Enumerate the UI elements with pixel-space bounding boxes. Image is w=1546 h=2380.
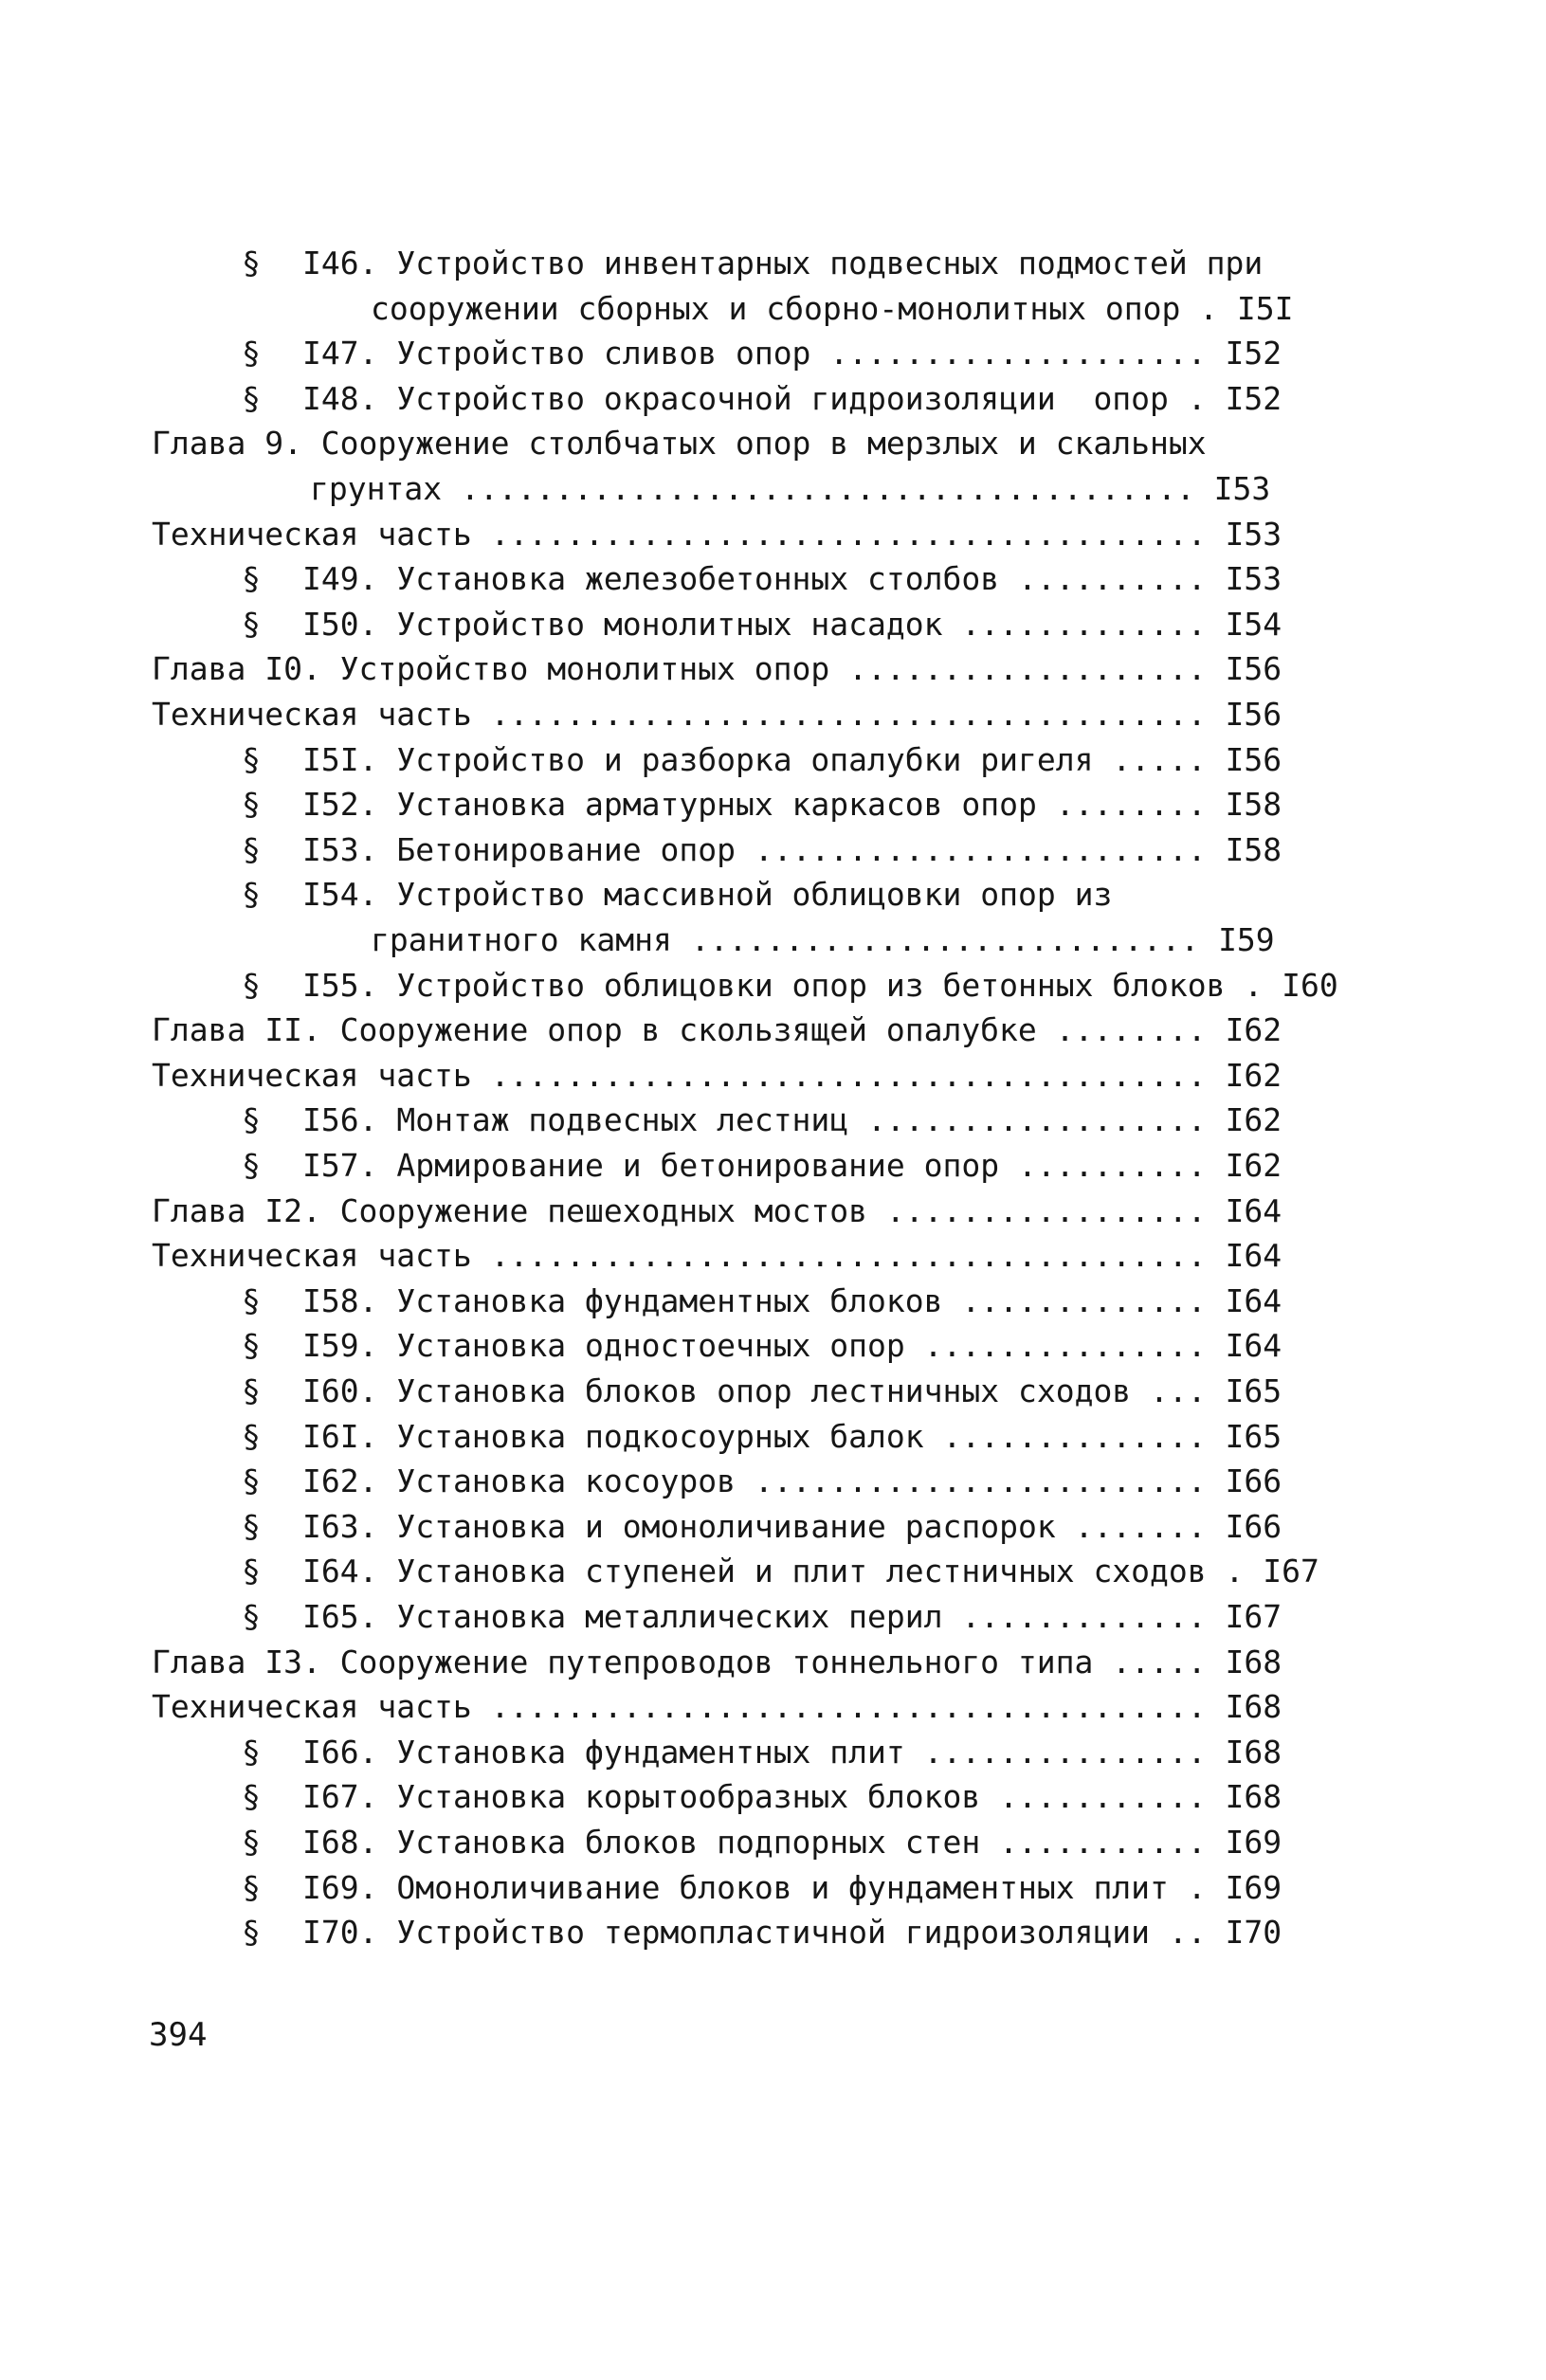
section-sign: § [242,967,261,1004]
toc-entry-title: грунтах [310,470,443,507]
toc-entry [242,1824,1311,1862]
toc-entry [152,425,1311,463]
toc-entry-page: I56 [1225,696,1282,733]
page-number: 394 [149,2016,208,2054]
dot-leader: .. [1150,1914,1226,1951]
toc-entry-page: I53 [1225,516,1282,553]
toc-entry [152,1192,1311,1230]
dot-leader: . [1206,1553,1264,1590]
section-sign: § [242,1327,261,1364]
toc-entry-title: гранитного камня [371,921,672,958]
toc-entry [152,1644,1311,1681]
dot-leader: ...................................... [471,1057,1226,1094]
dot-leader: ........................... [671,921,1219,958]
dot-leader: ... [1131,1372,1226,1409]
section-sign: § [242,1101,261,1138]
toc-entry-title: I63. Установка и омоноличивание распорок [302,1508,1056,1545]
toc-entry-title: I48. Устройство окрасочной гидроизоляции опор [302,380,1169,417]
toc-entry-page: I60 [1282,967,1338,1004]
toc-entry-title: I47. Устройство сливов опор [302,335,811,372]
toc-entry [152,1688,1311,1726]
toc-entry [152,1237,1311,1275]
section-sign: § [242,1508,261,1545]
toc-entry [242,380,1311,418]
section-sign: § [242,335,261,372]
toc-entry-title: I50. Устройство монолитных насадок [302,606,943,643]
dot-leader: ............. [942,1282,1226,1319]
dot-leader: . [1168,1869,1226,1906]
toc-entry-page: I65 [1225,1418,1282,1455]
section-sign: § [242,1598,261,1635]
toc-entry [371,290,1311,328]
toc-entry [242,1914,1311,1952]
toc-entry [152,696,1311,734]
toc-entry-page: I64 [1225,1282,1282,1319]
toc-entry [242,560,1311,598]
toc-entry-title: Глава I0. Устройство монолитных опор [152,650,830,687]
toc-entry [242,1418,1311,1456]
toc-entry [242,335,1311,372]
section-sign: § [242,1147,261,1184]
toc-entry-title: I70. Устройство термопластичной гидроизоляции [302,1914,1151,1951]
dot-leader: ............. [942,606,1226,643]
dot-leader: ..... [1093,1644,1226,1681]
toc-entry-title: Глава II. Сооружение опор в скользящей опалубке [152,1011,1037,1048]
toc-entry-title: I49. Установка железобетонных столбов [302,560,1000,597]
dot-leader: ........... [980,1778,1226,1815]
section-sign: § [242,1418,261,1455]
toc-entry-page: I65 [1225,1372,1282,1409]
toc-entry-title: Техническая часть [152,1237,472,1274]
section-sign: § [242,1734,261,1771]
dot-leader: ........................ [735,1463,1226,1499]
section-sign: § [242,606,261,643]
section-sign: § [242,786,261,823]
toc-entry [242,831,1311,869]
section-sign: § [242,1869,261,1906]
toc-entry [242,876,1311,914]
dot-leader: . [1225,967,1282,1004]
dot-leader: ........ [1036,786,1226,823]
toc-entry-page: I54 [1225,606,1282,643]
toc-entry-page: I56 [1225,741,1282,778]
dot-leader: . [1180,290,1237,327]
toc-entry [242,967,1338,1005]
section-sign: § [242,560,261,597]
toc-entry-page: I62 [1225,1147,1282,1184]
toc-entry [242,1508,1311,1546]
dot-leader: ............. [942,1598,1226,1635]
toc-entry [242,245,1311,282]
dot-leader: .......... [999,560,1226,597]
toc-entry-title: I57. Армирование и бетонирование опор [302,1147,1000,1184]
toc-entry-page: I58 [1225,786,1282,823]
toc-entry-page: I62 [1225,1011,1282,1048]
toc-entry-page: I52 [1225,380,1282,417]
toc-entry [152,650,1311,688]
toc-entry-page: I68 [1225,1644,1282,1681]
dot-leader: ...................................... [471,516,1226,553]
section-sign: § [242,1553,261,1590]
toc-entry-page: I69 [1225,1869,1282,1906]
toc-entry-page: I52 [1225,335,1282,372]
dot-leader: ....................................... [442,470,1214,507]
toc-entry-title: I67. Установка корытообразных блоков [302,1778,981,1815]
toc-entry [152,516,1311,554]
toc-entry-title: I55. Устройство облицовки опор из бетонных блоков [302,967,1226,1004]
toc-entry-title: Глава 9. Сооружение столбчатых опор в мерзлых и скальных [152,425,1207,462]
toc-entry-page: I66 [1225,1508,1282,1545]
toc-entry [242,1282,1311,1320]
dot-leader: . [1168,380,1226,417]
dot-leader: ........ [1036,1011,1226,1048]
toc-entry-page: I66 [1225,1463,1282,1499]
section-sign: § [242,380,261,417]
toc-entry-title: I46. Устройство инвентарных подвесных подмостей при [302,245,1264,282]
toc-entry-title: I5I. Устройство и разборка опалубки ригеля [302,741,1094,778]
toc-entry [242,1463,1311,1500]
dot-leader: ...................................... [471,1237,1226,1274]
toc-entry-title: I69. Омоноличивание блоков и фундаментных плит [302,1869,1169,1906]
toc-entry-page: I56 [1225,650,1282,687]
dot-leader: ..... [1093,741,1226,778]
dot-leader: ............... [904,1327,1226,1364]
dot-leader: ...................................... [471,1688,1226,1725]
toc-entry-page: I68 [1225,1778,1282,1815]
toc-entry-title: I65. Установка металлических перил [302,1598,943,1635]
toc-entry [242,1778,1311,1816]
toc-entry [371,921,1311,959]
section-sign: § [242,1778,261,1815]
toc-entry [242,1101,1311,1139]
toc-entry [242,786,1311,824]
toc-entry-title: Техническая часть [152,696,472,733]
toc-entry [152,1057,1311,1095]
section-sign: § [242,741,261,778]
toc-entry [242,1327,1311,1365]
toc-entry-title: Техническая часть [152,1688,472,1725]
toc-entry-page: I58 [1225,831,1282,868]
toc-entry-page: I68 [1225,1734,1282,1771]
toc-entry-page: I64 [1225,1327,1282,1364]
toc-entry-title: Техническая часть [152,1057,472,1094]
dot-leader: ....... [1055,1508,1226,1545]
dot-leader: .......... [999,1147,1226,1184]
dot-leader: ................. [866,1192,1226,1229]
toc-entry-title: I59. Установка одностоечных опор [302,1327,905,1364]
dot-leader: ........... [980,1824,1226,1861]
toc-entry-title: I68. Установка блоков подпорных стен [302,1824,981,1861]
toc-entry-title: I52. Установка арматурных каркасов опор [302,786,1037,823]
toc-entry-title: Глава I2. Сооружение пешеходных мостов [152,1192,867,1229]
toc-entry [152,1011,1311,1049]
toc-entry [242,606,1311,644]
toc-entry-page: I5I [1236,290,1294,327]
toc-entry-page: I62 [1225,1057,1282,1094]
dot-leader: ............... [904,1734,1226,1771]
section-sign: § [242,245,261,282]
section-sign: § [242,1914,261,1951]
toc-entry [242,1869,1311,1907]
toc-entry-page: I67 [1263,1553,1319,1590]
section-sign: § [242,1463,261,1499]
toc-entry-page: I64 [1225,1237,1282,1274]
toc-entry-title: I6I. Установка подкосоурных балок [302,1418,924,1455]
toc-entry-title: Техническая часть [152,516,472,553]
toc-entry [242,1147,1311,1185]
section-sign: § [242,1824,261,1861]
toc-entry-page: I64 [1225,1192,1282,1229]
toc-entry [242,1553,1319,1590]
toc-entry-title: I64. Установка ступеней и плит лестничных сходов [302,1553,1207,1590]
toc-entry-page: I53 [1213,470,1271,507]
dot-leader: .................... [810,335,1226,372]
toc-entry-title: сооружении сборных и сборно-монолитных опор [371,290,1181,327]
toc-entry-page: I62 [1225,1101,1282,1138]
toc-entry-title: I60. Установка блоков опор лестничных сходов [302,1372,1132,1409]
toc-entry-title: Глава I3. Сооружение путепроводов тоннельного типа [152,1644,1094,1681]
toc-entry [242,1734,1311,1771]
toc-entry-page: I59 [1218,921,1275,958]
section-sign: § [242,1372,261,1409]
dot-leader: ................... [829,650,1226,687]
dot-leader: .............. [923,1418,1226,1455]
toc-entry [310,470,1311,508]
section-sign: § [242,876,261,913]
dot-leader: ...................................... [471,696,1226,733]
toc-entry-title: I66. Установка фундаментных плит [302,1734,905,1771]
section-sign: § [242,1282,261,1319]
toc-entry-title: I53. Бетонирование опор [302,831,736,868]
toc-entry-page: I68 [1225,1688,1282,1725]
toc-entry-page: I67 [1225,1598,1282,1635]
toc-entry [242,741,1311,779]
toc-entry-page: I70 [1225,1914,1282,1951]
toc-entry-page: I53 [1225,560,1282,597]
toc-entry-page: I69 [1225,1824,1282,1861]
toc-entry [242,1372,1311,1410]
toc-entry-title: I62. Установка косоуров [302,1463,736,1499]
toc-entry-title: I58. Установка фундаментных блоков [302,1282,943,1319]
dot-leader: ........................ [735,831,1226,868]
toc-entry-title: I56. Монтаж подвесных лестниц [302,1101,849,1138]
dot-leader: .................. [848,1101,1226,1138]
toc-entry [242,1598,1311,1636]
section-sign: § [242,831,261,868]
toc-entry-title: I54. Устройство массивной облицовки опор из [302,876,1113,913]
